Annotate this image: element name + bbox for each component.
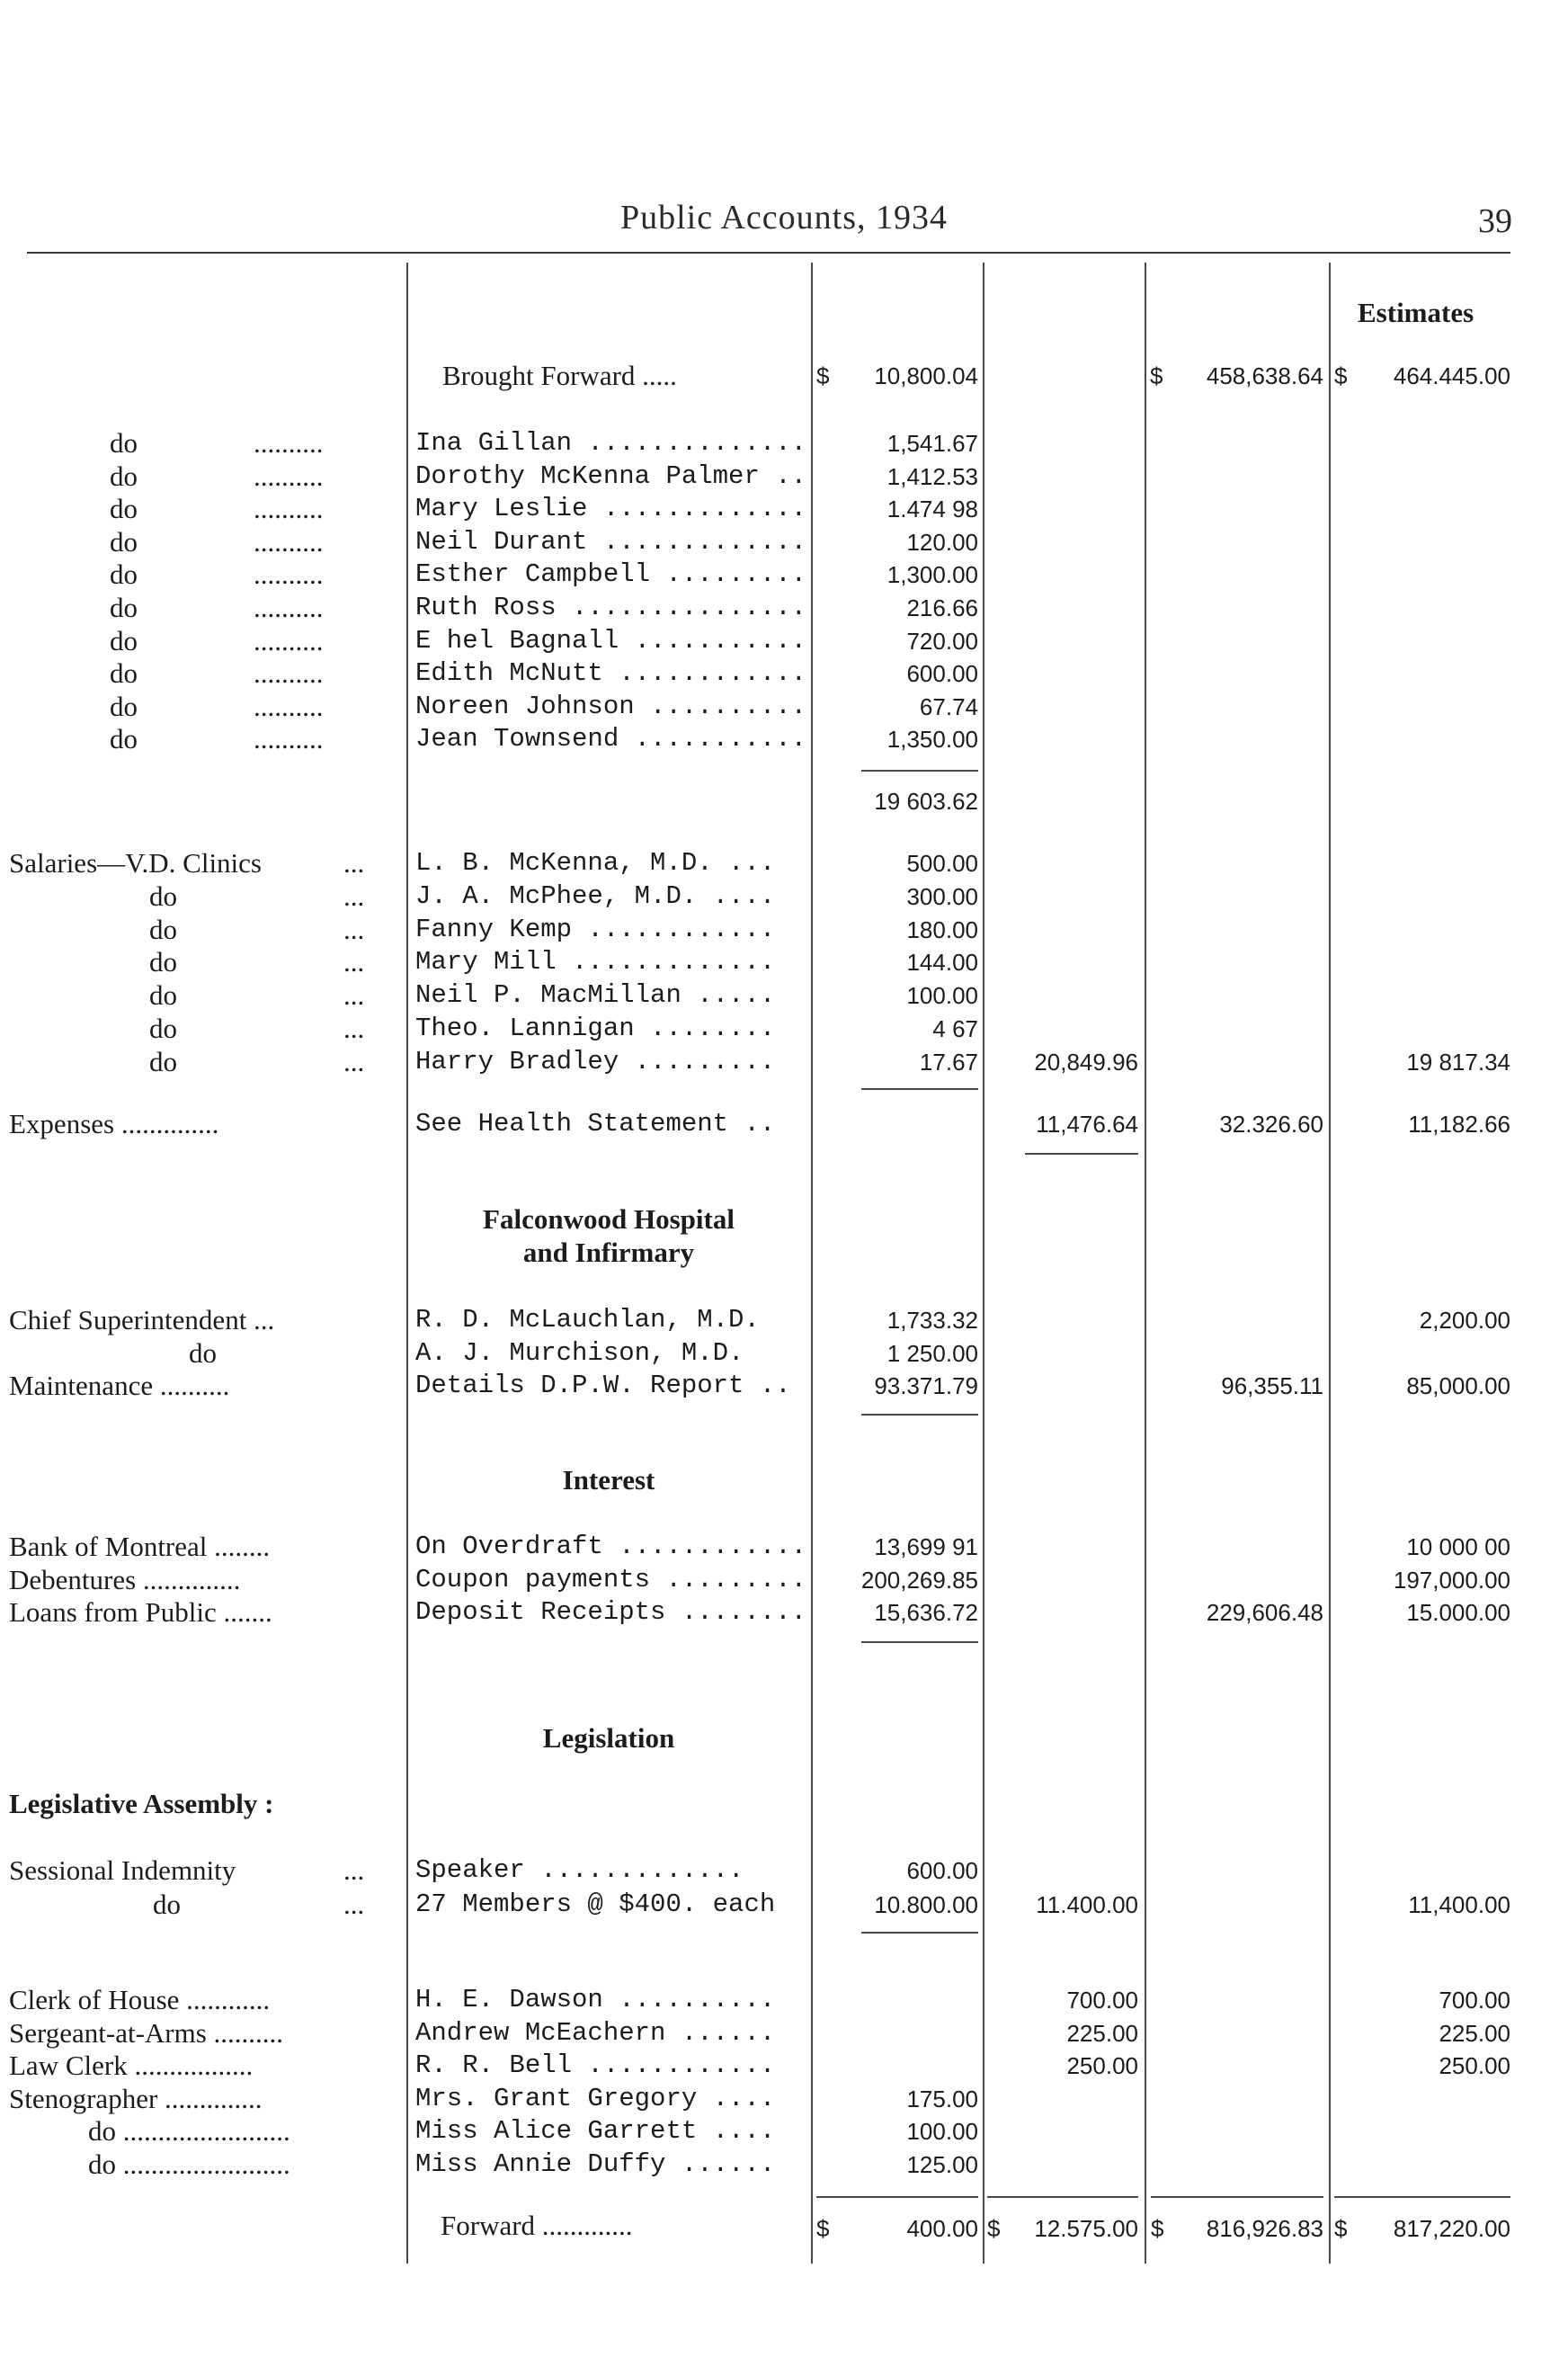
row-desc: do: [149, 880, 177, 912]
subtotal-c1: 19 603.62: [874, 788, 978, 815]
row-name: Fanny Kemp ............: [415, 914, 776, 944]
row-name: Edith McNutt ............: [415, 658, 807, 689]
row-desc: Clerk of House ............: [9, 1984, 271, 2015]
brought-forward-c4: 464.445.00: [1393, 362, 1510, 389]
row-desc: Loans from Public .......: [9, 1596, 272, 1628]
row-c2: 250.00: [1066, 2052, 1138, 2079]
subtotal-rule: [861, 1641, 978, 1643]
dollar-sign: $: [816, 2215, 830, 2242]
row-desc: do: [110, 525, 138, 558]
dollar-sign: $: [1334, 362, 1348, 389]
row-desc: do: [110, 657, 138, 690]
row-name: Andrew McEachern ......: [415, 2017, 776, 2048]
row-c1: 100.00: [906, 2118, 978, 2145]
forward-c1: 400.00: [906, 2215, 978, 2242]
leader-dots: ..........: [254, 624, 324, 656]
row-c1: 1,541.67: [886, 430, 978, 457]
row-desc: Law Clerk .................: [9, 2050, 254, 2081]
expenses-c4: 11,182.66: [1408, 1111, 1510, 1138]
leader-dots: ..........: [254, 657, 324, 690]
row-desc: do: [149, 1045, 177, 1077]
row-desc: do: [110, 592, 138, 623]
row-desc: do: [189, 1336, 217, 1369]
row-name: On Overdraft ............: [415, 1532, 807, 1561]
brought-forward-c3: 458,638.64: [1206, 362, 1323, 389]
column-divider-c1: [983, 263, 984, 2264]
row-name: H. E. Dawson ..........: [415, 1985, 776, 2014]
section-heading: and Infirmary: [522, 1237, 695, 1268]
subtotal-rule: [861, 770, 978, 772]
row-c2: 20,849.96: [1034, 1048, 1138, 1076]
row-c1: 4 67: [932, 1015, 978, 1042]
subtotal-rule: [861, 1414, 978, 1416]
leader-dots: ..........: [254, 525, 324, 558]
row-desc: do: [153, 1889, 181, 1920]
row-c1: 300.00: [906, 882, 978, 910]
row-c1: 10.800.00: [874, 1891, 978, 1918]
total-rule: [987, 2196, 1138, 2198]
brought-forward-label: Brought Forward .....: [442, 360, 677, 391]
row-c1: 144.00: [906, 949, 978, 977]
row-desc: Salaries—V.D. Clinics: [9, 847, 262, 879]
row-desc: do: [149, 946, 177, 978]
row-desc: do: [110, 690, 138, 722]
subsection-heading: Legislative Assembly :: [9, 1788, 274, 1819]
row-name: Jean Townsend ...........: [415, 724, 807, 755]
row-c2: 11.400.00: [1036, 1891, 1138, 1918]
row-c1: 500.00: [906, 850, 978, 877]
row-c1: 17.67: [919, 1048, 978, 1076]
total-rule: [1334, 2196, 1510, 2198]
row-c3: 229,606.48: [1206, 1599, 1323, 1626]
row-c4: 700.00: [1439, 1987, 1510, 2014]
page-title: Public Accounts, 1934: [619, 199, 949, 237]
row-c1: 175.00: [906, 2085, 978, 2112]
row-c1: 1 250.00: [886, 1339, 978, 1367]
dollar-sign: $: [1151, 2215, 1164, 2242]
row-name: Mary Mill .............: [415, 947, 776, 978]
row-desc: Maintenance ..........: [9, 1370, 230, 1401]
row-name: Details D.P.W. Report ..: [415, 1371, 791, 1400]
row-name: A. J. Murchison, M.D.: [415, 1337, 744, 1368]
subtotal-rule: [861, 1088, 978, 1090]
forward-c2: 12.575.00: [1034, 2215, 1138, 2242]
row-name: Esther Campbell .........: [415, 559, 807, 590]
row-c4: 197,000.00: [1393, 1566, 1510, 1594]
row-name: R. R. Bell ............: [415, 2050, 776, 2080]
dollar-sign: $: [816, 362, 830, 389]
leader-dots: ..........: [254, 460, 324, 492]
subtotal-rule: [861, 1932, 978, 1934]
row-desc: Bank of Montreal ........: [9, 1531, 271, 1562]
leader-dots: ...: [343, 1854, 365, 1886]
row-c1: 15,636.72: [874, 1599, 978, 1626]
row-name: Speaker .............: [415, 1855, 744, 1885]
row-name: Neil P. MacMillan .....: [415, 980, 776, 1011]
header-rule: [27, 252, 1510, 254]
row-c1: 13,699 91: [874, 1533, 978, 1560]
leader-dots: ...: [343, 1045, 365, 1077]
row-name: E hel Bagnall ...........: [415, 625, 807, 656]
row-desc: do: [110, 558, 138, 591]
estimates-heading: Estimates: [1358, 297, 1474, 328]
row-desc: Chief Superintendent ...: [9, 1304, 275, 1335]
expenses-name: See Health Statement ..: [415, 1109, 776, 1139]
dollar-sign: $: [1334, 2215, 1348, 2242]
row-c4: 225.00: [1439, 2019, 1510, 2047]
row-desc: do: [110, 723, 138, 755]
forward-c3: 816,926.83: [1206, 2215, 1323, 2242]
leader-dots: ...: [343, 1013, 365, 1044]
row-name: Miss Alice Garrett ....: [415, 2116, 776, 2146]
row-c4: 10 000 00: [1406, 1533, 1510, 1560]
row-c4: 15.000.00: [1406, 1599, 1510, 1626]
row-name: Deposit Receipts ........: [415, 1597, 807, 1627]
row-name: Dorothy McKenna Palmer ..: [415, 460, 807, 491]
leader-dots: ...: [343, 880, 365, 912]
row-c1: 216.66: [906, 594, 978, 621]
section-heading: Interest: [562, 1464, 655, 1496]
row-c1: 1.474 98: [886, 496, 978, 523]
section-heading: Legislation: [542, 1722, 675, 1754]
row-desc: do: [110, 493, 138, 525]
row-c3: 96,355.11: [1221, 1372, 1323, 1399]
row-desc: do: [110, 624, 138, 656]
forward-c4: 817,220.00: [1393, 2215, 1510, 2242]
row-name: L. B. McKenna, M.D. ...: [415, 848, 776, 878]
expenses-c3: 32.326.60: [1219, 1111, 1323, 1138]
row-name: J. A. McPhee, M.D. ....: [415, 880, 776, 911]
section-heading: Falconwood Hospital: [483, 1203, 735, 1235]
row-desc: do: [110, 460, 138, 492]
column-divider-c3: [1329, 263, 1331, 2264]
dollar-sign: $: [987, 2215, 1001, 2242]
row-c1: 720.00: [906, 627, 978, 655]
row-c1: 120.00: [906, 528, 978, 556]
row-c2: 225.00: [1066, 2019, 1138, 2047]
forward-label: Forward .............: [441, 2210, 633, 2241]
total-rule: [1151, 2196, 1323, 2198]
expenses-desc: Expenses ..............: [9, 1108, 219, 1139]
row-name: Ina Gillan ..............: [415, 428, 807, 458]
row-c1: 200,269.85: [860, 1566, 978, 1594]
row-desc: do: [149, 913, 177, 945]
leader-dots: ...: [343, 979, 365, 1012]
leader-dots: ..........: [254, 723, 324, 755]
column-divider-name: [811, 263, 813, 2264]
row-desc: do: [149, 979, 177, 1012]
leader-dots: ..........: [254, 427, 324, 459]
dollar-sign: $: [1150, 362, 1163, 389]
expenses-c2: 11,476.64: [1036, 1111, 1138, 1138]
row-desc: Debentures ..............: [9, 1563, 241, 1595]
row-c1: 1,300.00: [886, 561, 978, 589]
row-c2: 700.00: [1066, 1987, 1138, 2014]
leader-dots: ...: [343, 946, 365, 978]
row-c4: 2,200.00: [1419, 1307, 1510, 1334]
total-rule: [816, 2196, 978, 2198]
row-c1: 125.00: [906, 2150, 978, 2178]
row-desc: do ........................: [88, 2115, 290, 2147]
row-c1: 600.00: [906, 1857, 978, 1884]
row-c4: 19 817.34: [1406, 1048, 1510, 1076]
column-divider-c2: [1145, 263, 1146, 2264]
row-name: Noreen Johnson ..........: [415, 691, 807, 721]
row-name: Neil Durant .............: [415, 526, 807, 557]
row-desc: Sergeant-at-Arms ..........: [9, 2016, 284, 2049]
row-c4: 250.00: [1439, 2052, 1510, 2079]
row-c4: 85,000.00: [1406, 1372, 1510, 1399]
row-name: Miss Annie Duffy ......: [415, 2148, 776, 2179]
leader-dots: ..........: [254, 592, 324, 623]
row-desc: Stenographer ..............: [9, 2082, 263, 2114]
row-c1: 67.74: [919, 692, 978, 720]
leader-dots: ...: [343, 847, 365, 879]
leader-dots: ...: [343, 1889, 365, 1920]
row-c1: 1,412.53: [886, 462, 978, 490]
row-name: 27 Members @ $400. each: [415, 1889, 776, 1919]
row-c1: 93.371.79: [874, 1372, 978, 1399]
row-c1: 1,733.32: [886, 1307, 978, 1334]
row-c4: 11,400.00: [1408, 1891, 1510, 1918]
leader-dots: ..........: [254, 690, 324, 722]
row-c1: 180.00: [906, 916, 978, 943]
leader-dots: ..........: [254, 493, 324, 525]
brought-forward-c1: 10,800.04: [874, 362, 978, 389]
row-name: Coupon payments .........: [415, 1564, 807, 1594]
row-desc: do ........................: [88, 2148, 290, 2180]
row-name: Mary Leslie .............: [415, 494, 807, 524]
row-c1: 600.00: [906, 660, 978, 688]
row-name: Theo. Lannigan ........: [415, 1014, 776, 1043]
page-number: 39: [1478, 202, 1512, 240]
row-desc: do: [110, 427, 138, 459]
row-name: R. D. McLauchlan, M.D.: [415, 1305, 760, 1335]
row-name: Harry Bradley .........: [415, 1046, 776, 1076]
row-name: Ruth Ross ...............: [415, 593, 807, 622]
row-desc: Sessional Indemnity: [9, 1854, 236, 1886]
row-desc: do: [149, 1013, 177, 1044]
row-c1: 100.00: [906, 982, 978, 1010]
subtotal-rule: [1025, 1153, 1138, 1155]
row-c1: 1,350.00: [886, 726, 978, 754]
leader-dots: ..........: [254, 558, 324, 591]
row-name: Mrs. Grant Gregory ....: [415, 2083, 776, 2113]
leader-dots: ...: [343, 913, 365, 945]
